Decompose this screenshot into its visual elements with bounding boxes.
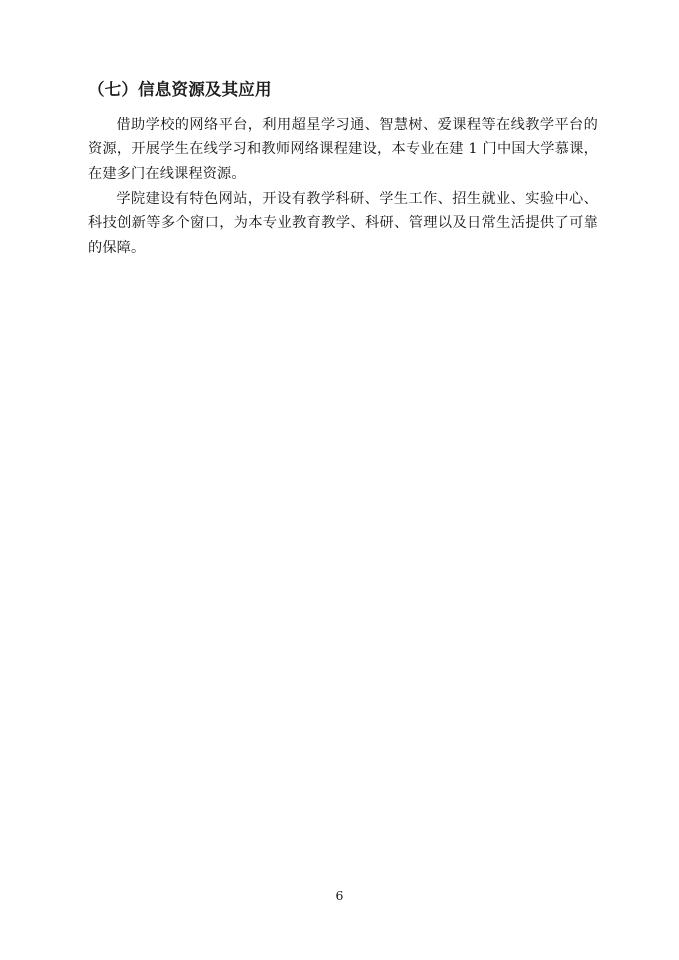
paragraph-1: 借助学校的网络平台，利用超星学习通、智慧树、爱课程等在线教学平台的资源，开展学生在线学习和教师网络课程建设，本专业在建 1 门中国大学慕课，在建多门在线课程资源。: [88, 116, 598, 182]
section-heading: （七）信息资源及其应用: [88, 80, 272, 99]
paragraph-2: 学院建设有特色网站，开设有教学科研、学生工作、招生就业、实验中心、科技创新等多个窗口，为本专业教育教学、科研、管理以及日常生活提供了可靠的保障。: [88, 191, 598, 256]
page-content: [88, 78, 598, 261]
page-number: 6: [335, 888, 344, 903]
